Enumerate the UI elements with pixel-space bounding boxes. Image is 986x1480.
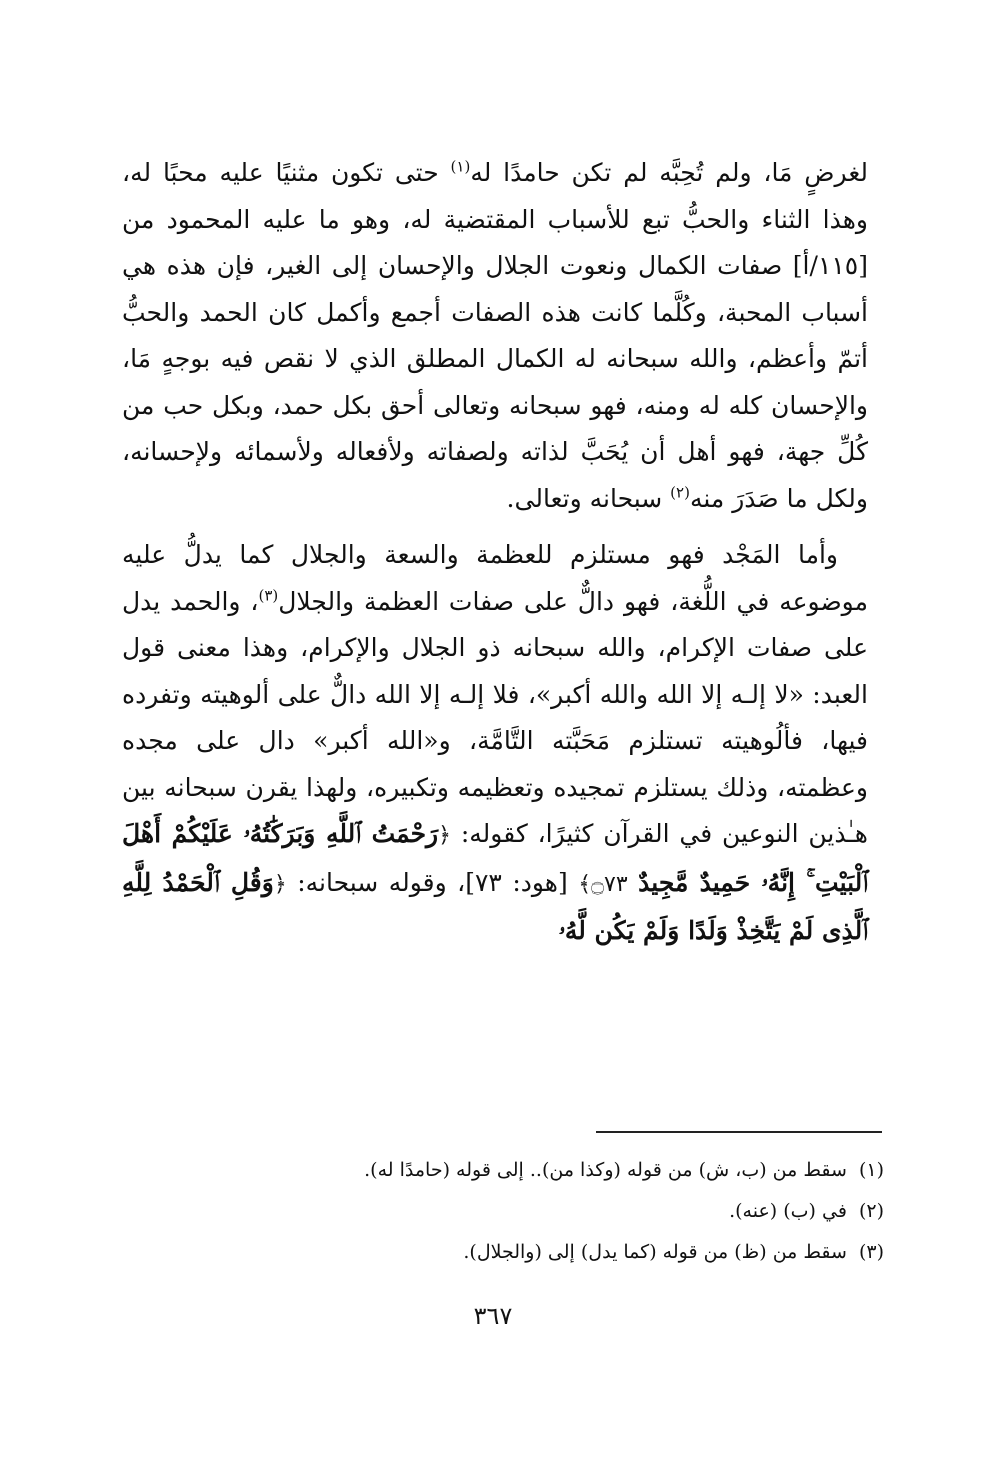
main-text — [122, 150, 868, 955]
footnote-number: (١) — [858, 1159, 884, 1181]
quran-verse-2: وَقُلِ ٱلْحَمْدُ لِلَّهِ ٱلَّذِى لَمْ يَتَّخِذْ وَلَدًا وَلَمْ يَكُن لَّهُۥ — [122, 867, 868, 945]
paragraph-2-text-a: وأما المَجْد فهو مستلزم للعظمة والسعة والجلال كما يدلُّ عليه موضوعه في اللُّغة، فهو دالٌّ على صفات العظمة والجلال — [122, 540, 868, 616]
footnote-number: (٣) — [858, 1241, 884, 1263]
footnotes — [122, 1150, 884, 1273]
footnote-ref-1: (١) — [450, 157, 471, 176]
quran-verse-1: رَحْمَتُ ٱللَّهِ وَبَرَكَٰتُهُۥ عَلَيْكُمْ أَهْلَ ٱلْبَيْتِ ۚ إِنَّهُۥ حَمِيدٌ مَّجِيدٌ — [122, 819, 868, 897]
footnote-divider — [596, 1131, 882, 1133]
paragraph-2-text-b: ، والحمد يدل على صفات الإكرام، والله سبحانه ذو الجلال والإكرام، وهذا معنى قول العبد: «لا إلـه إلا الله والله أكبر»، فلا إلـه إلا الله دالٌّ على ألوهيته وتفرده فيها، فألُوهيته تستلزم مَحَبَّته التَّامَّة، و«الله أكبر» دال على مجده وعظمته، وذلك يستلزم تمجيده وتعظيمه وتكبيره، ولهذا يقرن سبحانه بين هـٰذين النوعين في القرآن كثيرًا، كقوله: — [122, 586, 868, 848]
footnote-text: في (ب) (عنه). — [729, 1200, 847, 1222]
paragraph-2 — [122, 532, 868, 955]
paragraph-1-text-b: حتى تكون مثنيًا عليه محبًا له، وهذا الثناء والحبُّ تبع للأسباب المقتضية له، وهو ما عليه المحمود من [١١٥/أ] صفات الكمال ونعوت الجلال والإحسان إلى الغير، فإن هذه هي أسباب المحبة، وكُلَّما كانت هذه الصفات أجمع وأكمل كان الحمد والحبُّ أتمّ وأعظم، والله سبحانه له الكمال المطلق الذي لا نقص فيه بوجهٍ مَا، والإحسان كله له ومنه، فهو سبحانه وتعالى أحق بكل حمد، وبكل حب من كُلِّ جهة، فهو أهل أن يُحَبَّ لذاته ولصفاته ولأفعاله ولأسمائه ولإحسانه، ولكل ما صَدَرَ منه — [122, 158, 868, 513]
quran-close-bracket-1: ﴾ — [578, 871, 592, 897]
footnote-2 — [122, 1191, 884, 1232]
quran-open-bracket-1: ﴿ — [438, 823, 451, 848]
page-number: ٣٦٧ — [473, 1302, 513, 1330]
paragraph-1-text-a: لغرضٍ مَا، ولم تُحِبَّه لم تكن حامدًا له — [470, 158, 868, 187]
ayah-number-marker: ۝٧٣ — [591, 871, 628, 897]
paragraph-1-text-c: سبحانه وتعالى. — [506, 483, 671, 513]
footnote-text: سقط من (ب، ش) من قوله (وكذا من).. إلى قوله (حامدًا له). — [364, 1159, 847, 1181]
footnote-ref-2: (٢) — [670, 483, 690, 502]
paragraph-2-text-c: [هود: ٧٣]، وقوله سبحانه: — [286, 867, 579, 897]
quran-open-bracket-2: ﴿ — [273, 871, 287, 897]
footnote-3 — [122, 1232, 884, 1273]
footnote-text: سقط من (ظ) من قوله (كما يدل) إلى (والجلال). — [463, 1241, 847, 1263]
paragraph-1 — [122, 150, 868, 522]
footnote-number: (٢) — [858, 1200, 884, 1222]
footnote-1 — [122, 1150, 884, 1191]
footnote-ref-3: (٣) — [258, 586, 279, 605]
